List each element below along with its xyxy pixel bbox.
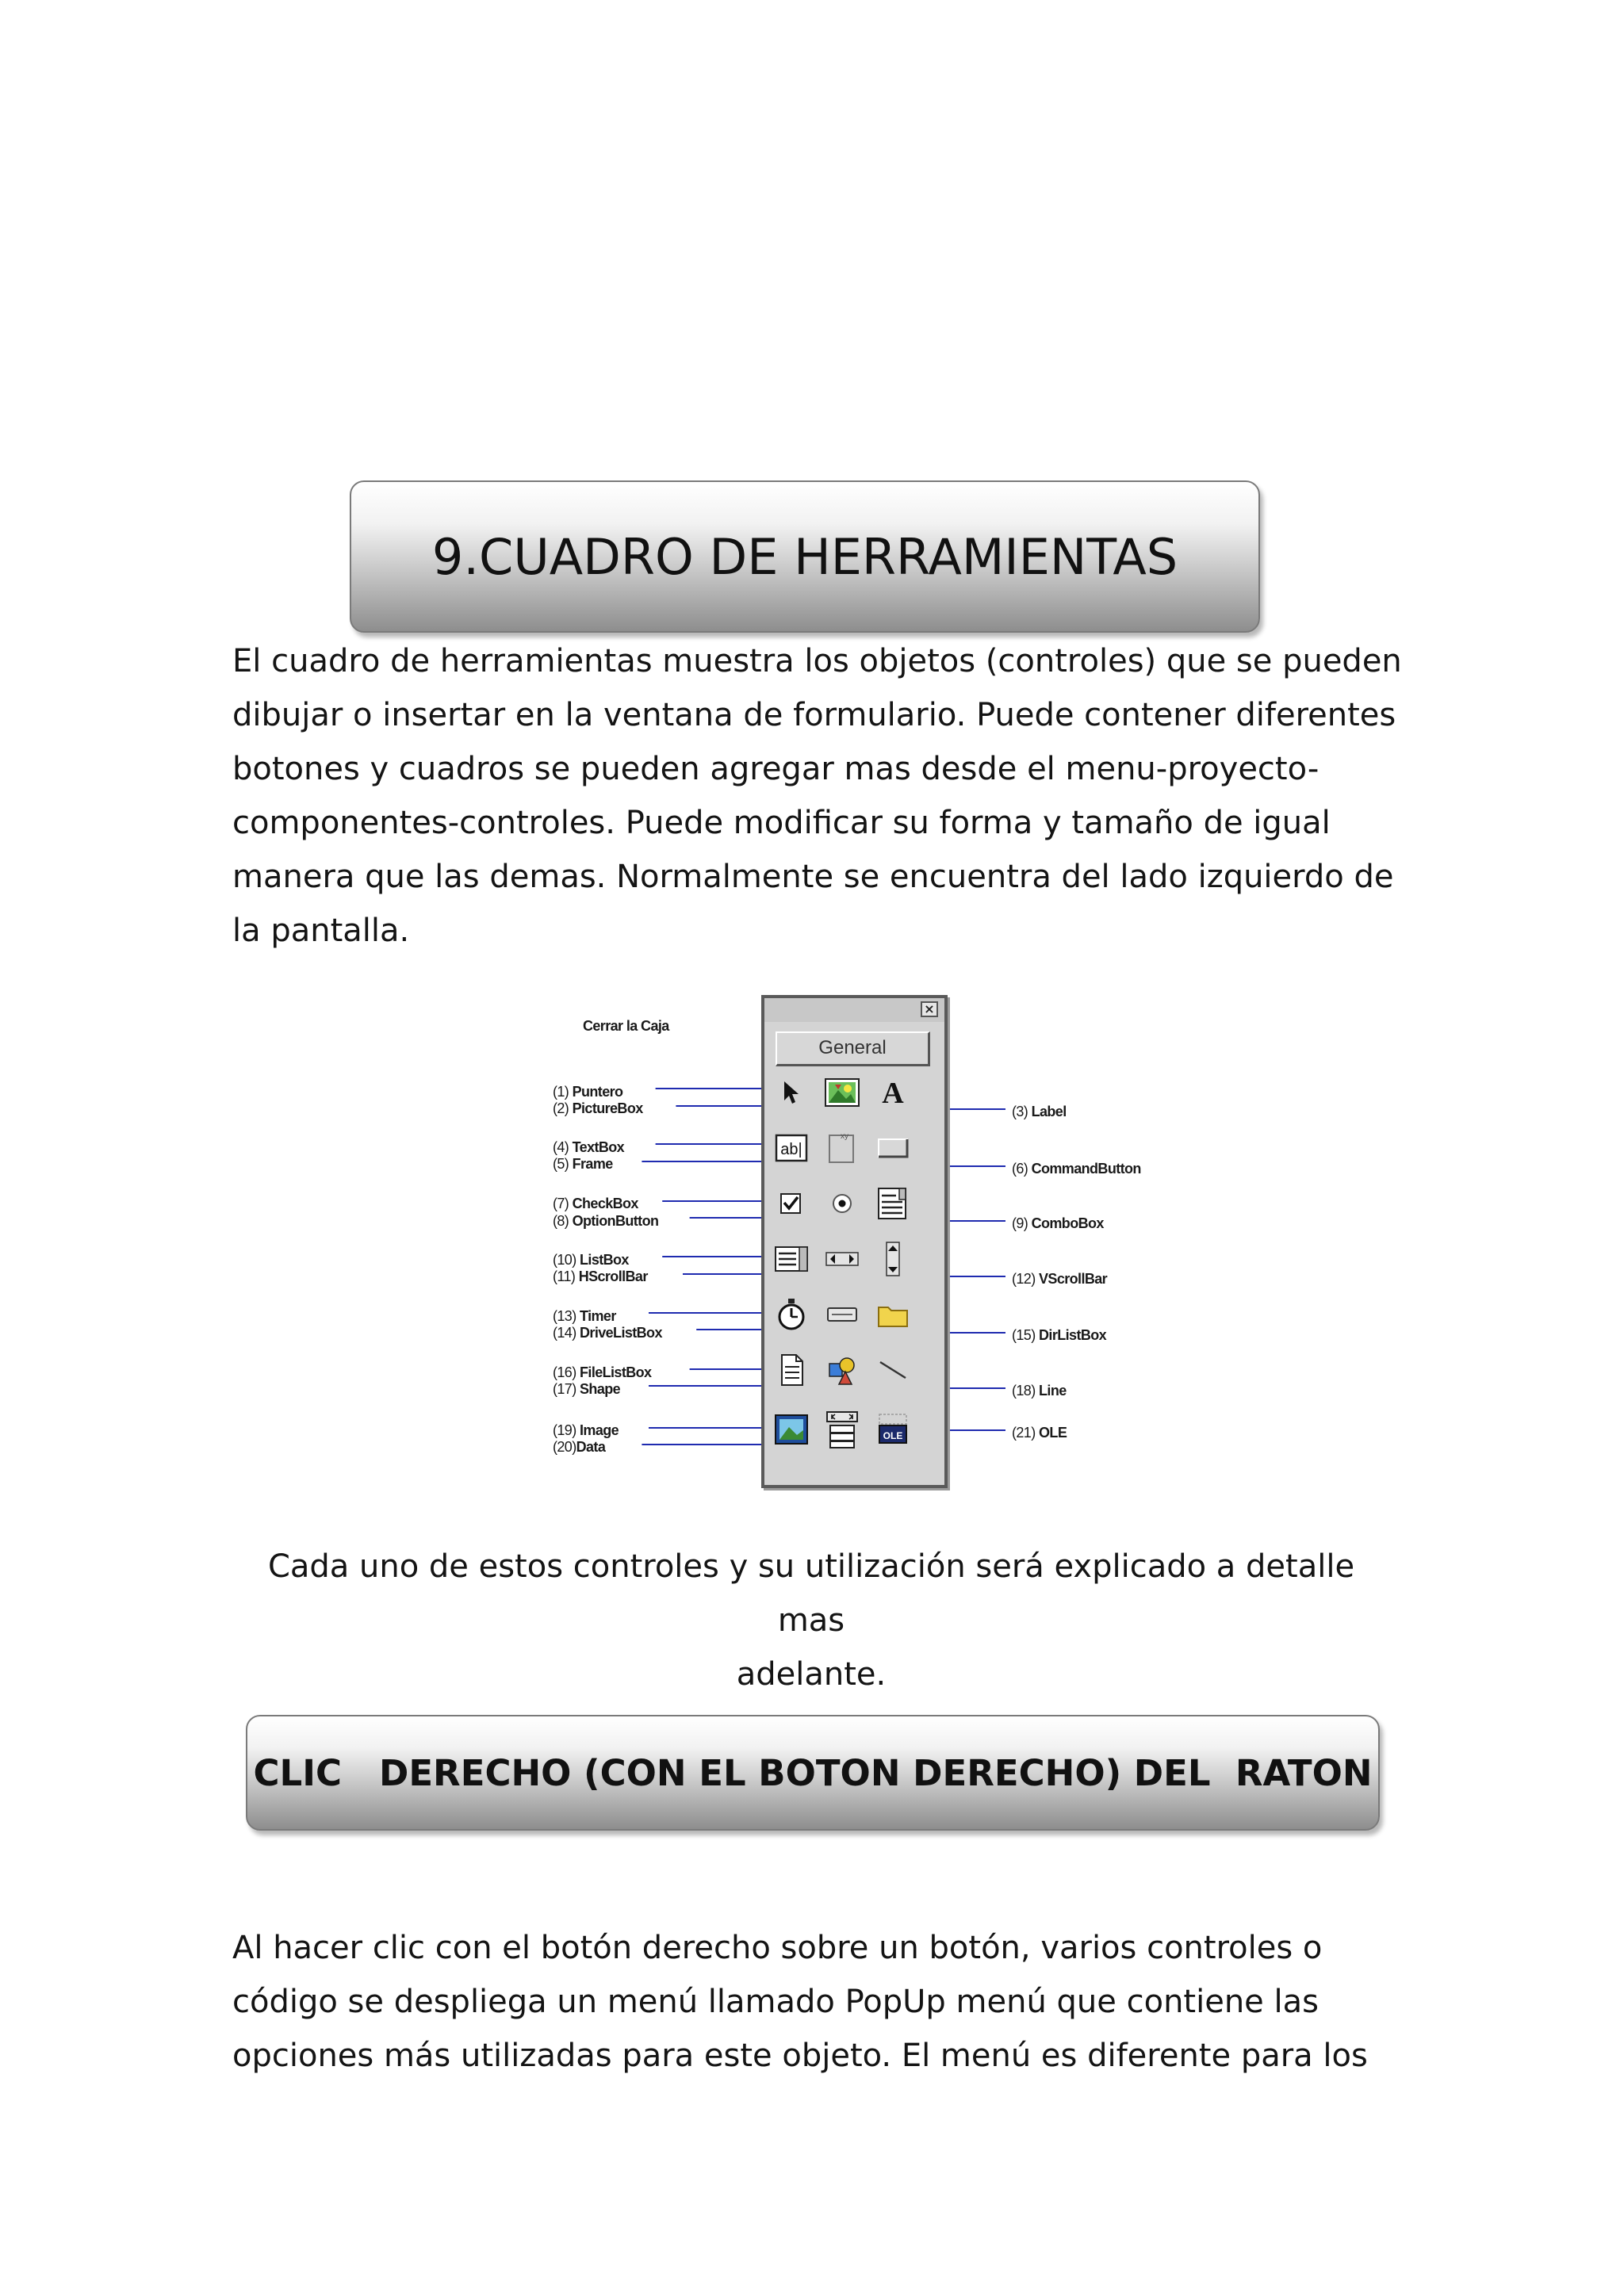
svg-text:OLE: OLE	[883, 1430, 903, 1441]
listbox-icon[interactable]	[772, 1240, 810, 1278]
intro-line: botones y cuadros se pueden agregar mas desde el menu-proyecto-	[232, 751, 1320, 787]
label-picturebox: (2) PictureBox	[553, 1100, 643, 1116]
label-listbox: (10) ListBox	[553, 1252, 629, 1268]
hscrollbar-icon[interactable]	[823, 1240, 861, 1278]
intro-line: El cuadro de herramientas muestra los objetos (controles) que se pueden	[232, 643, 1402, 679]
section2-title: CLIC DERECHO (CON EL BOTON DERECHO) DEL RATON	[253, 1751, 1373, 1794]
frame-icon[interactable]	[823, 1129, 861, 1167]
label-line: (18) Line	[1012, 1383, 1067, 1399]
label-frame: (5) Frame	[553, 1156, 613, 1172]
intro-line: componentes-controles. Puede modificar su forma y tamaño de igual	[232, 805, 1331, 841]
intro-line: la pantalla.	[232, 913, 410, 949]
body-line: opciones más utilizadas para este objeto. El menú es diferente para los	[232, 2038, 1368, 2074]
label-ole: (21) OLE	[1012, 1425, 1067, 1441]
image-icon[interactable]	[772, 1410, 810, 1448]
toolbox-diagram	[539, 987, 1213, 1494]
ole-icon[interactable]	[874, 1410, 912, 1448]
svg-text:A: A	[882, 1077, 904, 1108]
vscrollbar-icon[interactable]	[874, 1240, 912, 1278]
body-line: código se despliega un menú llamado PopUp menú que contiene las	[232, 1984, 1319, 2020]
svg-text:xy: xy	[841, 1132, 848, 1141]
timer-icon[interactable]	[772, 1295, 810, 1334]
section2-title-banner	[246, 1715, 1380, 1831]
optionbutton-icon[interactable]	[823, 1184, 861, 1223]
figure-caption	[232, 1540, 1390, 1701]
commandbutton-icon[interactable]	[874, 1129, 912, 1167]
label-image: (19) Image	[553, 1422, 619, 1438]
shape-icon[interactable]	[823, 1351, 861, 1389]
label-drivelistbox: (14) DriveListBox	[553, 1325, 662, 1341]
label-label: (3) Label	[1012, 1104, 1067, 1119]
label-combobox: (9) ComboBox	[1012, 1215, 1104, 1231]
textbox-icon[interactable]	[772, 1129, 810, 1167]
section-title-banner	[350, 480, 1260, 633]
label-timer: (13) Timer	[553, 1308, 616, 1324]
section-title: 9.CUADRO DE HERRAMIENTAS	[431, 527, 1178, 586]
label-hscrollbar: (11) HScrollBar	[553, 1269, 648, 1284]
pointer-icon[interactable]	[772, 1073, 810, 1112]
body-line: Al hacer clic con el botón derecho sobre un botón, varios controles o	[232, 1930, 1323, 1966]
picturebox-icon[interactable]	[823, 1073, 861, 1112]
filelistbox-icon[interactable]	[772, 1351, 810, 1389]
intro-line: manera que las demas. Normalmente se encuentra del lado izquierdo de	[232, 859, 1394, 895]
label-filelistbox: (16) FileListBox	[553, 1364, 652, 1380]
label-puntero: (1) Puntero	[553, 1084, 623, 1100]
label-vscrollbar: (12) VScrollBar	[1012, 1271, 1108, 1287]
data-icon[interactable]	[823, 1410, 861, 1448]
combobox-icon[interactable]	[874, 1184, 912, 1223]
intro-paragraph	[232, 634, 1402, 958]
close-icon[interactable]: ×	[921, 1001, 938, 1017]
toolbox-titlebar	[764, 998, 944, 1022]
label-optionbutton: (8) OptionButton	[553, 1213, 659, 1229]
checkbox-icon[interactable]	[772, 1184, 810, 1223]
caption-line: adelante.	[736, 1656, 887, 1693]
label-shape: (17) Shape	[553, 1381, 621, 1397]
dirlistbox-icon[interactable]	[874, 1295, 912, 1334]
label-textbox: (4) TextBox	[553, 1139, 625, 1155]
label-checkbox: (7) CheckBox	[553, 1196, 638, 1211]
caption-line: Cada uno de estos controles y su utilización será explicado a detalle mas	[267, 1548, 1355, 1639]
intro-line: dibujar o insertar en la ventana de formulario. Puede contener diferentes	[232, 697, 1396, 733]
toolbox-window	[761, 995, 948, 1488]
close-box-label: Cerrar la Caja	[583, 1018, 669, 1034]
label-data: (20)Data	[553, 1439, 606, 1455]
drivelistbox-icon[interactable]	[823, 1295, 861, 1334]
label-a-icon[interactable]	[874, 1073, 912, 1112]
label-commandbutton: (6) CommandButton	[1012, 1161, 1141, 1177]
general-tab[interactable]: General	[776, 1031, 930, 1066]
section2-paragraph	[232, 1921, 1368, 2083]
label-dirlistbox: (15) DirListBox	[1012, 1327, 1107, 1343]
line-icon[interactable]	[874, 1351, 912, 1389]
svg-text:ab|: ab|	[780, 1141, 802, 1158]
